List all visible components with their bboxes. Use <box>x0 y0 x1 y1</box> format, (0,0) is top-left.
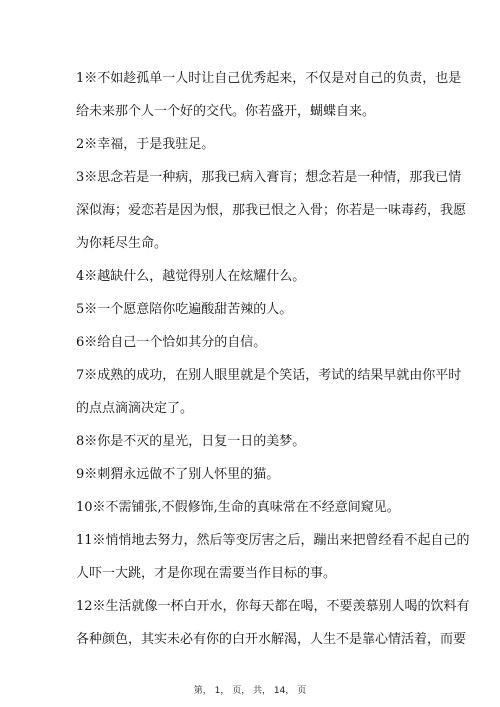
text-line: 深似海；爱恋若是因为恨，那我已恨之入骨；你若是一味毒药，我愿 <box>76 203 467 218</box>
document-body <box>76 62 470 656</box>
page-number-footer: 第， 1， 页， 共， 14， 页 <box>193 686 307 696</box>
text-line: 5※一个愿意陪你吃遍酸甜苦辣的人。 <box>76 302 293 317</box>
text-line: 4※越缺什么，越觉得别人在炫耀什么。 <box>76 269 306 284</box>
text-line: 1※不如趁孤单一人时让自己优秀起来，不仅是对自己的负责，也是 <box>76 71 462 86</box>
text-line: 为你耗尽生命。 <box>76 236 168 251</box>
text-line: 10※不需铺张,不假修饰,生命的真味常在不经意间窥见。 <box>76 500 400 515</box>
text-line: 9※刺猬永远做不了别人怀里的猫。 <box>76 467 280 482</box>
text-line: 人吓一大跳，才是你现在需要当作目标的事。 <box>76 566 337 581</box>
text-line: 各种颜色，其实未必有你的白开水解渴，人生不是靠心情活着，而要 <box>76 632 467 647</box>
text-line: 7※成熟的成功，在别人眼里就是个笑话，考试的结果早就由你平时 <box>76 368 462 383</box>
text-line: 2※幸福，于是我驻足。 <box>76 137 215 152</box>
text-line: 3※思念若是一种病，那我已病入膏肓；想念若是一种情，那我已情 <box>76 170 462 185</box>
text-line: 12※生活就像一杯白开水，你每天都在喝，不要羡慕别人喝的饮料有 <box>76 599 470 614</box>
text-line: 的点点滴滴决定了。 <box>76 401 194 416</box>
text-line: 给未来那个人一个好的交代。你若盛开，蝴蝶自来。 <box>76 104 376 119</box>
text-line: 8※你是不灭的星光，日复一日的美梦。 <box>76 434 306 449</box>
text-line: 11※悄悄地去努力，然后等变厉害之后，蹦出来把曾经看不起自己的 <box>76 533 470 548</box>
text-line: 6※给自己一个恰如其分的自信。 <box>76 335 267 350</box>
